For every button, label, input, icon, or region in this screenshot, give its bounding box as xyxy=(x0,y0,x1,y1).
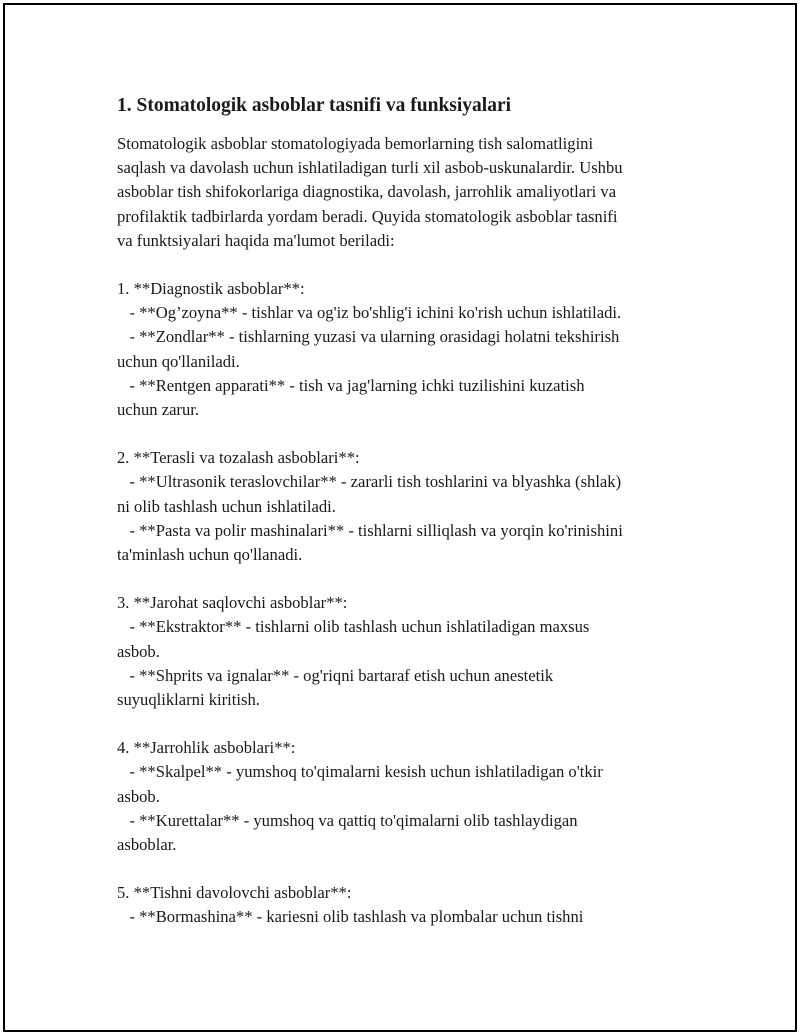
list-item: - **Ultrasonik teraslovchilar** - zararli tish toshlarini va blyashka (shlak) xyxy=(117,472,622,492)
intro-line: va funktsiyalari haqida ma'lumot beriladi: xyxy=(117,230,395,250)
list-item: - **Og’zoyna** - tishlar va og'iz bo'shlig'i ichini ko'rish uchun ishlatiladi. xyxy=(117,303,622,323)
intro-paragraph xyxy=(117,132,697,253)
section-jarrohlik xyxy=(117,736,697,857)
list-item-continuation: uchun qo'llaniladi. xyxy=(117,351,240,371)
list-item: - **Pasta va polir mashinalari** - tishlarni silliqlash va yorqin ko'rinishini xyxy=(117,520,623,540)
section-diagnostik xyxy=(117,277,697,422)
section-terasli xyxy=(117,446,697,567)
document-title: 1. Stomatologik asboblar tasnifi va funksiyalari xyxy=(117,95,512,116)
list-item: - **Kurettalar** - yumshoq va qattiq to'qimalarni olib tashlaydigan xyxy=(117,810,578,830)
section-davolovchi xyxy=(117,881,697,929)
list-item-continuation: uchun zarur. xyxy=(117,400,200,420)
section-heading: 2. **Terasli va tozalash asboblari**: xyxy=(117,448,360,468)
list-item-continuation: suyuqliklarni kiritish. xyxy=(117,690,260,710)
section-heading: 5. **Tishni davolovchi asboblar**: xyxy=(117,883,352,903)
section-jarohat xyxy=(117,591,697,712)
intro-line: asboblar tish shifokorlariga diagnostika, davolash, jarrohlik amaliyotlari va xyxy=(117,182,617,202)
section-heading: 3. **Jarohat saqlovchi asboblar**: xyxy=(117,593,348,613)
section-heading: 4. **Jarrohlik asboblari**: xyxy=(117,738,296,758)
document-body xyxy=(117,92,697,930)
intro-line: profilaktik tadbirlarda yordam beradi. Quyida stomatologik asboblar tasnifi xyxy=(117,206,618,226)
list-item: - **Rentgen apparati** - tish va jag'larning ichki tuzilishini kuzatish xyxy=(117,375,585,395)
list-item-continuation: ni olib tashlash uchun ishlatiladi. xyxy=(117,496,336,516)
list-item: - **Shprits va ignalar** - og'riqni bartaraf etish uchun anestetik xyxy=(117,665,554,685)
list-item: - **Skalpel** - yumshoq to'qimalarni kesish uchun ishlatiladigan o'tkir xyxy=(117,762,603,782)
list-item: - **Bormashina** - kariesni olib tashlash va plombalar uchun tishni xyxy=(117,907,584,927)
list-item: - **Ekstraktor** - tishlarni olib tashlash uchun ishlatiladigan maxsus xyxy=(117,617,590,637)
list-item-continuation: asboblar. xyxy=(117,835,177,855)
intro-line: saqlash va davolash uchun ishlatiladigan turli xil asbob-uskunalardir. Ushbu xyxy=(117,158,623,178)
section-heading: 1. **Diagnostik asboblar**: xyxy=(117,279,305,299)
list-item: - **Zondlar** - tishlarning yuzasi va ularning orasidagi holatni tekshirish xyxy=(117,327,620,347)
list-item-continuation: asbob. xyxy=(117,641,160,661)
intro-line: Stomatologik asboblar stomatologiyada bemorlarning tish salomatligini xyxy=(117,134,594,153)
list-item-continuation: asbob. xyxy=(117,786,160,806)
list-item-continuation: ta'minlash uchun qo'llanadi. xyxy=(117,545,303,565)
